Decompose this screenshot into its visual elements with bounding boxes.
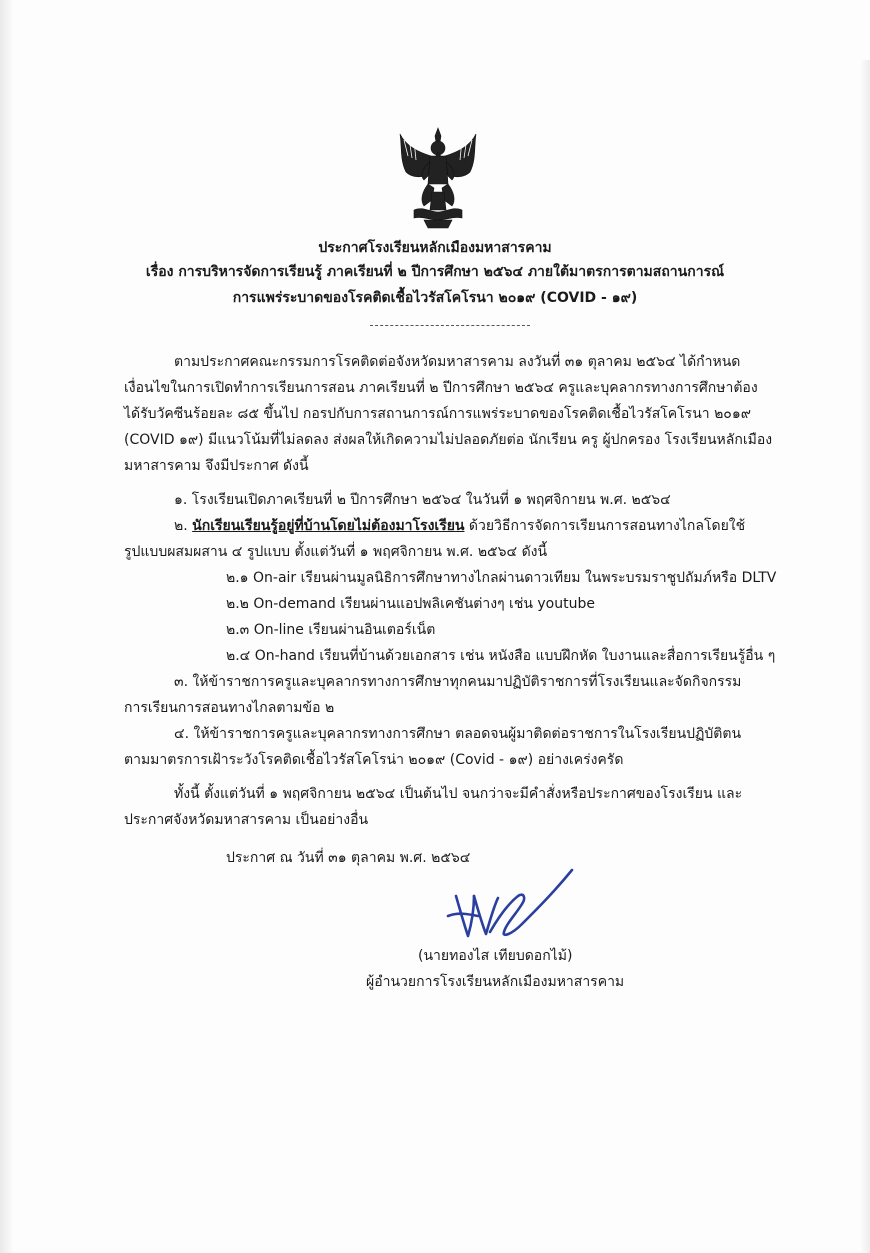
announce-date: ประกาศ ณ วันที่ ๓๑ ตุลาคม พ.ศ. ๒๕๖๔ [226,850,471,866]
item-2-prefix: ๒. [174,518,193,534]
item-2-sub-3: ๒.๓ On-line เรียนผ่านอินเตอร์เน็ต [226,622,436,638]
item-2-emphasis: นักเรียนเรียนรู้อยู่ที่บ้านโดยไม่ต้องมาโรงเรียน [192,518,465,534]
intro-line-5: มหาสารคาม จึงมีประกาศ ดังนี้ [124,458,309,474]
item-2-sub-4: ๒.๔ On-hand เรียนที่บ้านด้วยเอกสาร เช่น หนังสือ แบบฝึกหัด ใบงานและสื่อการเรียนรู้อื่น ๆ [226,648,776,664]
closing-line-2: ประกาศจังหวัดมหาสารคาม เป็นอย่างอื่น [124,812,369,828]
intro-line-2: เงื่อนไขในการเปิดทำการเรียนการสอน ภาคเรียนที่ ๒ ปีการศึกษา ๒๕๖๔ ครูและบุคลากรทางการศึกษาต้อง [124,380,758,396]
item-4-line-1: ๔. ให้ข้าราชการครูและบุคลากรทางการศึกษา ตลอดจนผู้มาติดต่อราชการในโรงเรียนปฏิบัติตน [174,726,742,742]
intro-line-4: (COVID ๑๙) มีแนวโน้มที่ไม่ลดลง ส่งผลให้เกิดความไม่ปลอดภัยต่อ นักเรียน ครู ผู้ปกครอง โรงเรียนหลักเมือง [124,432,773,448]
title-divider [370,325,530,326]
subject-line-2: การแพร่ระบาดของโรคติดเชื้อไวรัสโคโรนา ๒๐๑๙ (COVID - ๑๙) [232,290,638,306]
item-2-line-1 [174,516,745,536]
item-2-line-2: รูปแบบผสมผสาน ๔ รูปแบบ ตั้งแต่วันที่ ๑ พฤศจิกายน พ.ศ. ๒๕๖๔ ดังนี้ [124,544,548,560]
page-edge-shadow-left [0,0,14,1253]
item-3-line-2: การเรียนการสอนทางไกลตามข้อ ๒ [124,700,335,716]
announcement-title: ประกาศโรงเรียนหลักเมืองมหาสารคาม [318,240,552,256]
item-2-sub-1: ๒.๑ On-air เรียนผ่านมูลนิธิการศึกษาทางไกลผ่านดาวเทียม ในพระบรมราชูปถัมภ์หรือ DLTV [226,570,777,586]
handwritten-signature-icon [438,862,578,946]
item-1: ๑. โรงเรียนเปิดภาคเรียนที่ ๒ ปีการศึกษา ๒๕๖๔ ในวันที่ ๑ พฤศจิกายน พ.ศ. ๒๕๖๔ [174,492,671,508]
closing-line-1: ทั้งนี้ ตั้งแต่วันที่ ๑ พฤศจิกายน ๒๕๖๔ เป็นต้นไป จนกว่าจะมีคำสั่งหรือประกาศของโรงเรียน และ [174,786,743,802]
intro-line-3: ได้รับวัคซีนร้อยละ ๘๕ ขึ้นไป กอรปกับการสถานการณ์การแพร่ระบาดของโรคติดเชื้อไวรัสโคโรนา ๒๐๑๙ [124,406,751,422]
garuda-emblem-icon [396,126,480,230]
signer-position: ผู้อำนวยการโรงเรียนหลักเมืองมหาสารคาม [366,974,625,990]
item-2-sub-2: ๒.๒ On-demand เรียนผ่านแอปพลิเคชันต่างๆ เช่น youtube [226,596,595,612]
item-2-rest: ด้วยวิธีการจัดการเรียนการสอนทางไกลโดยใช้ [464,518,746,534]
item-4-line-2: ตามมาตรการเฝ้าระวังโรคติดเชื้อไวรัสโคโรน่า ๒๐๑๙ (Covid - ๑๙) อย่างเคร่งครัด [124,752,624,768]
item-3-line-1: ๓. ให้ข้าราชการครูและบุคลากรทางการศึกษาทุกคนมาปฏิบัติราชการที่โรงเรียนและจัดกิจกรรม [174,674,742,690]
intro-line-1: ตามประกาศคณะกรรมการโรคติดต่อจังหวัดมหาสารคาม ลงวันที่ ๓๑ ตุลาคม ๒๕๖๔ ได้กำหนด [174,354,741,370]
subject-line-1: เรื่อง การบริหารจัดการเรียนรู้ ภาคเรียนที่ ๒ ปีการศึกษา ๒๕๖๔ ภายใต้มาตรการตามสถานการณ์ [145,264,725,280]
signer-name: (นายทองไส เทียบดอกไม้) [418,948,573,964]
